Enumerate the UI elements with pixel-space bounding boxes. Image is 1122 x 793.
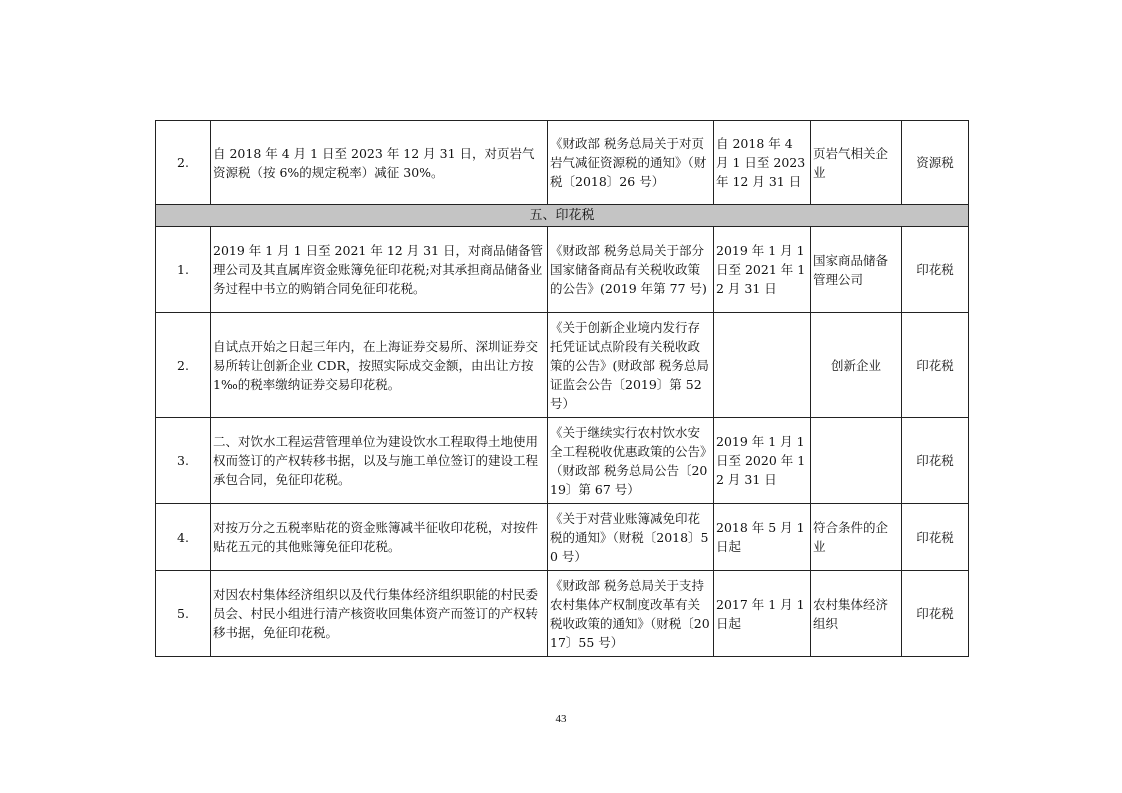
- tax-type: 印花税: [902, 227, 969, 313]
- policy-basis: 《关于继续实行农村饮水安全工程税收优惠政策的公告》（财政部 税务总局公告〔2019〕第 67 号）: [548, 418, 714, 504]
- tax-type: 印花税: [902, 418, 969, 504]
- policy-basis: 《财政部 税务总局关于部分国家储备商品有关税收政策的公告》(2019 年第 77 号): [548, 227, 714, 313]
- row-number: 5.: [156, 571, 211, 657]
- policy-target: 创新企业: [811, 313, 902, 418]
- policy-period: 2018 年 5 月 1 日起: [714, 504, 811, 571]
- policy-content: 自试点开始之日起三年内，在上海证券交易所、深圳证券交易所转让创新企业 CDR，按照实际成交金额，由出让方按 1‰的税率缴纳证券交易印花税。: [211, 313, 548, 418]
- policy-target: 符合条件的企业: [811, 504, 902, 571]
- policy-target: 国家商品储备管理公司: [811, 227, 902, 313]
- page-number: 43: [555, 713, 567, 725]
- policy-target: [811, 418, 902, 504]
- policy-period: [714, 313, 811, 418]
- policy-period: 2019 年 1 月 1 日至 2020 年 12 月 31 日: [714, 418, 811, 504]
- table-row: [156, 227, 969, 313]
- policy-content: 对因农村集体经济组织以及代行集体经济组织职能的村民委员会、村民小组进行清产核资收回集体资产而签订的产权转移书据，免征印花税。: [211, 571, 548, 657]
- tax-type: 印花税: [902, 571, 969, 657]
- table-row: [156, 504, 969, 571]
- policy-target: 页岩气相关企业: [811, 121, 902, 205]
- policy-content: 自 2018 年 4 月 1 日至 2023 年 12 月 31 日，对页岩气资源税（按 6%的规定税率）减征 30%。: [211, 121, 548, 205]
- policy-target: 农村集体经济组织: [811, 571, 902, 657]
- policy-content: 二、对饮水工程运营管理单位为建设饮水工程取得土地使用权而签订的产权转移书据，以及与施工单位签订的建设工程承包合同，免征印花税。: [211, 418, 548, 504]
- row-number: 2.: [156, 313, 211, 418]
- table-row: [156, 121, 969, 205]
- row-number: 3.: [156, 418, 211, 504]
- policy-period: 2017 年 1 月 1 日起: [714, 571, 811, 657]
- table-row: [156, 313, 969, 418]
- policy-content: 2019 年 1 月 1 日至 2021 年 12 月 31 日，对商品储备管理公司及其直属库资金账簿免征印花税;对其承担商品储备业务过程中书立的购销合同免征印花税。: [211, 227, 548, 313]
- table-row: [156, 571, 969, 657]
- tax-type: 资源税: [902, 121, 969, 205]
- policy-period: 2019 年 1 月 1 日至 2021 年 12 月 31 日: [714, 227, 811, 313]
- table-row: [156, 418, 969, 504]
- row-number: 2.: [156, 121, 211, 205]
- policy-basis: 《关于创新企业境内发行存托凭证试点阶段有关税收政策的公告》(财政部 税务总局 证监会公告〔2019〕第 52 号）: [548, 313, 714, 418]
- section-header: [156, 205, 969, 227]
- policy-basis: 《财政部 税务总局关于对页岩气减征资源税的通知》（财税〔2018〕26 号）: [548, 121, 714, 205]
- policy-content: 对按万分之五税率贴花的资金账簿减半征收印花税，对按件贴花五元的其他账簿免征印花税。: [211, 504, 548, 571]
- row-number: 4.: [156, 504, 211, 571]
- policy-basis: 《财政部 税务总局关于支持农村集体产权制度改革有关税收政策的通知》（财税〔2017〕55 号）: [548, 571, 714, 657]
- tax-type: 印花税: [902, 313, 969, 418]
- tax-policy-table: [155, 120, 969, 657]
- tax-type: 印花税: [902, 504, 969, 571]
- section-title: 五、印花税: [156, 205, 969, 227]
- row-number: 1.: [156, 227, 211, 313]
- policy-basis: 《关于对营业账簿减免印花税的通知》（财税〔2018〕50 号）: [548, 504, 714, 571]
- policy-period: 自 2018 年 4 月 1 日至 2023 年 12 月 31 日: [714, 121, 811, 205]
